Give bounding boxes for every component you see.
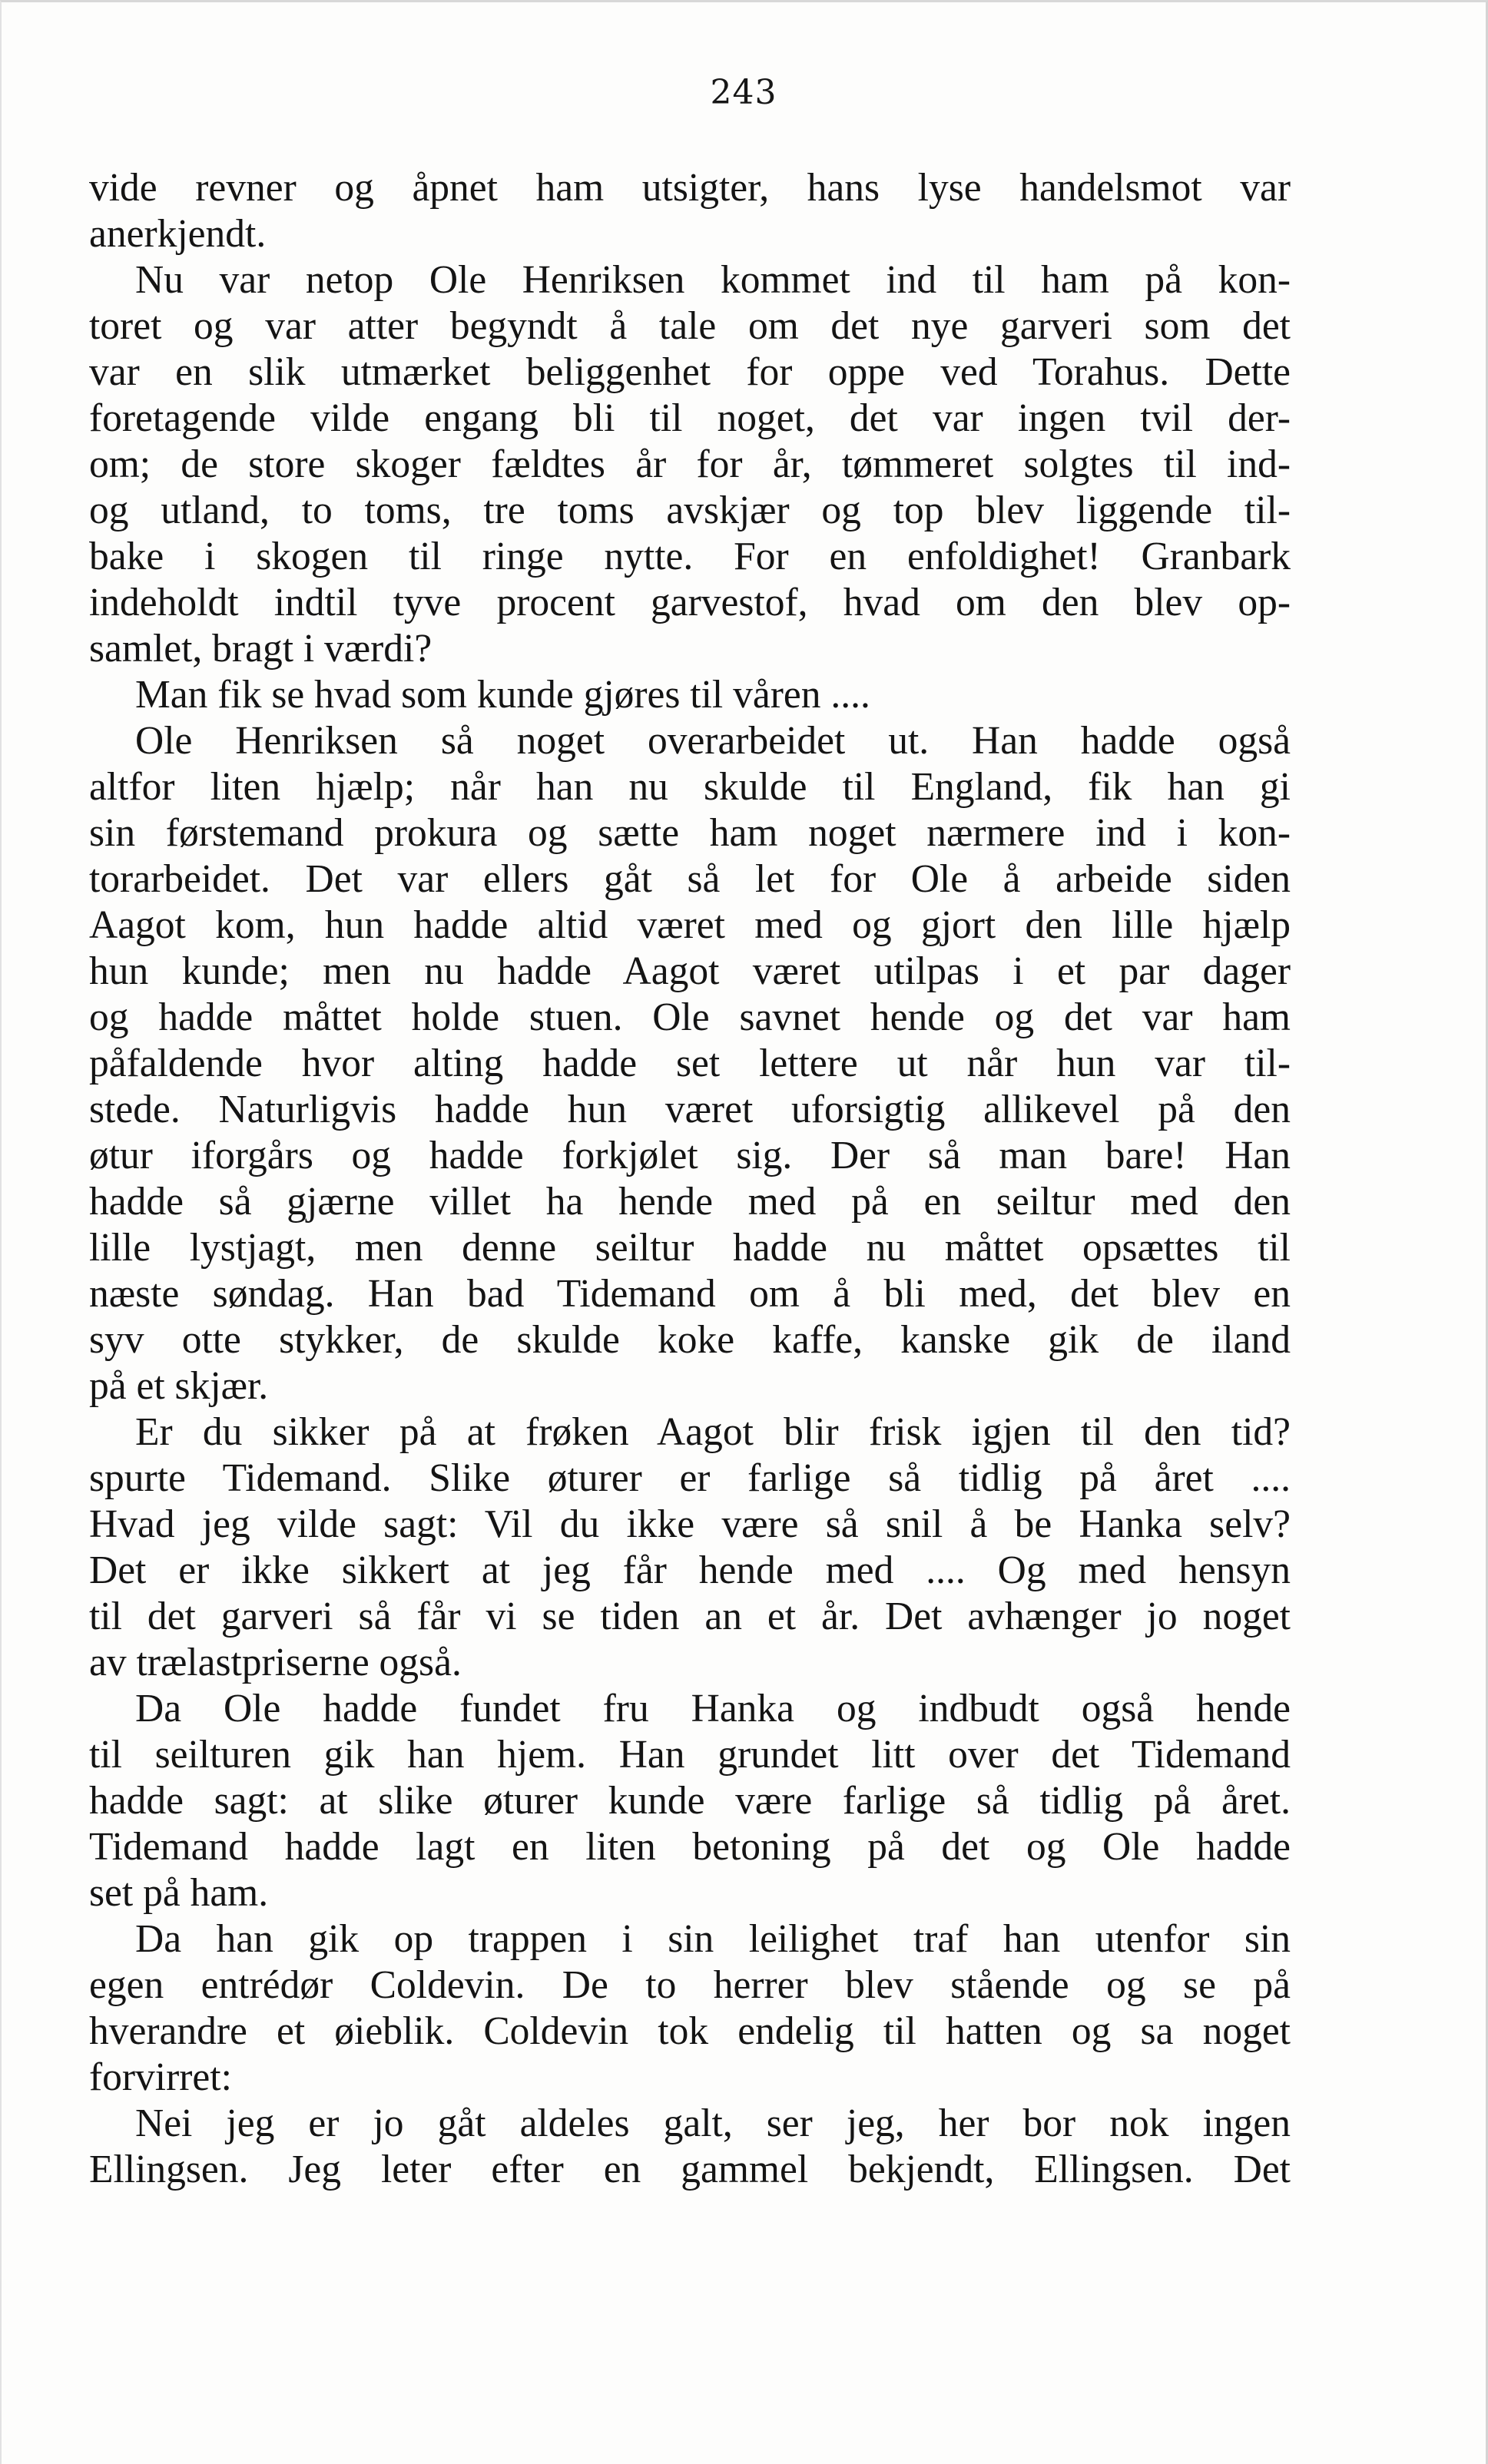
text-line: av trælastpriserne også. [89,1641,462,1684]
text-line: altfor liten hjælp; når han nu skulde til England, fik han gi [89,765,1291,809]
body-text [89,165,1291,2193]
text-line: Tidemand hadde lagt en liten betoning på det og Ole hadde [89,1825,1291,1869]
text-line: hun kunde; men nu hadde Aagot været utilpas i et par dager [89,949,1291,993]
text-line: anerkjendt. [89,212,267,256]
text-line: til det garveri så får vi se tiden an et år. Det avhænger jo noget [89,1595,1291,1638]
text-line: hverandre et øieblik. Coldevin tok endelig til hatten og sa noget [89,2009,1291,2053]
text-line: set på ham. [89,1871,269,1915]
text-line: hadde så gjærne villet ha hende med på en seiltur med den [89,1180,1291,1224]
text-line: var en slik utmærket beliggenhet for oppe ved Torahus. Dette [89,350,1291,394]
text-line: Da Ole hadde fundet fru Hanka og indbudt også hende [135,1687,1291,1730]
text-line: toret og var atter begyndt å tale om det nye garveri som det [89,304,1291,348]
text-line: spurte Tidemand. Slike øturer er farlige så tidlig på året .... [89,1456,1291,1500]
page-number: 243 [710,73,777,112]
text-line: Aagot kom, hun hadde altid været med og gjort den lille hjælp [89,903,1291,947]
text-line: torarbeidet. Det var ellers gåt så let for Ole å arbeide siden [89,857,1291,901]
text-line: Hvad jeg vilde sagt: Vil du ikke være så snil å be Hanka selv? [89,1502,1291,1546]
text-line: på et skjær. [89,1364,269,1408]
text-line: indeholdt indtil tyve procent garvestof, hvad om den blev op- [89,581,1291,624]
text-line: Det er ikke sikkert at jeg får hende med .... Og med hensyn [89,1548,1291,1592]
text-line: syv otte stykker, de skulde koke kaffe, kanske gik de iland [89,1318,1291,1362]
text-line: Nei jeg er jo gåt aldeles galt, ser jeg, her bor nok ingen [135,2101,1291,2145]
text-line: Man fik se hvad som kunde gjøres til våren .... [135,673,870,717]
text-line: om; de store skoger fældtes år for år, tømmeret solgtes til ind- [89,442,1291,486]
text-line: lille lystjagt, men denne seiltur hadde nu måttet opsættes til [89,1226,1291,1270]
text-line: samlet, bragt i værdi? [89,627,432,671]
text-line: egen entrédør Coldevin. De to herrer blev stående og se på [89,1963,1291,2007]
text-line: påfaldende hvor alting hadde set lettere ut når hun var til- [89,1042,1291,1085]
text-line: Nu var netop Ole Henriksen kommet ind til ham på kon- [135,258,1291,302]
text-line: Er du sikker på at frøken Aagot blir frisk igjen til den tid? [135,1410,1291,1454]
text-line: stede. Naturligvis hadde hun været uforsigtig allikevel på den [89,1088,1291,1131]
text-line: forvirret: [89,2055,232,2099]
text-line: Ellingsen. Jeg leter efter en gammel bekjendt, Ellingsen. Det [89,2148,1291,2191]
text-line: Da han gik op trappen i sin leilighet traf han utenfor sin [135,1917,1291,1961]
text-line: øtur iforgårs og hadde forkjølet sig. Der så man bare! Han [89,1134,1291,1177]
text-line: til seilturen gik han hjem. Han grundet litt over det Tidemand [89,1733,1291,1777]
text-line: foretagende vilde engang bli til noget, det var ingen tvil der- [89,396,1291,440]
text-line: Ole Henriksen så noget overarbeidet ut. Han hadde også [135,719,1291,763]
text-line: næste søndag. Han bad Tidemand om å bli med, det blev en [89,1272,1291,1316]
text-line: vide revner og åpnet ham utsigter, hans lyse handelsmot var [89,166,1291,210]
text-line: og hadde måttet holde stuen. Ole savnet hende og det var ham [89,995,1291,1039]
text-line: bake i skogen til ringe nytte. For en enfoldighet! Granbark [89,535,1291,578]
text-line: hadde sagt: at slike øturer kunde være farlige så tidlig på året. [89,1779,1291,1823]
text-line: sin førstemand prokura og sætte ham noget nærmere ind i kon- [89,811,1291,855]
text-line: og utland, to toms, tre toms avskjær og top blev liggende til- [89,488,1291,532]
